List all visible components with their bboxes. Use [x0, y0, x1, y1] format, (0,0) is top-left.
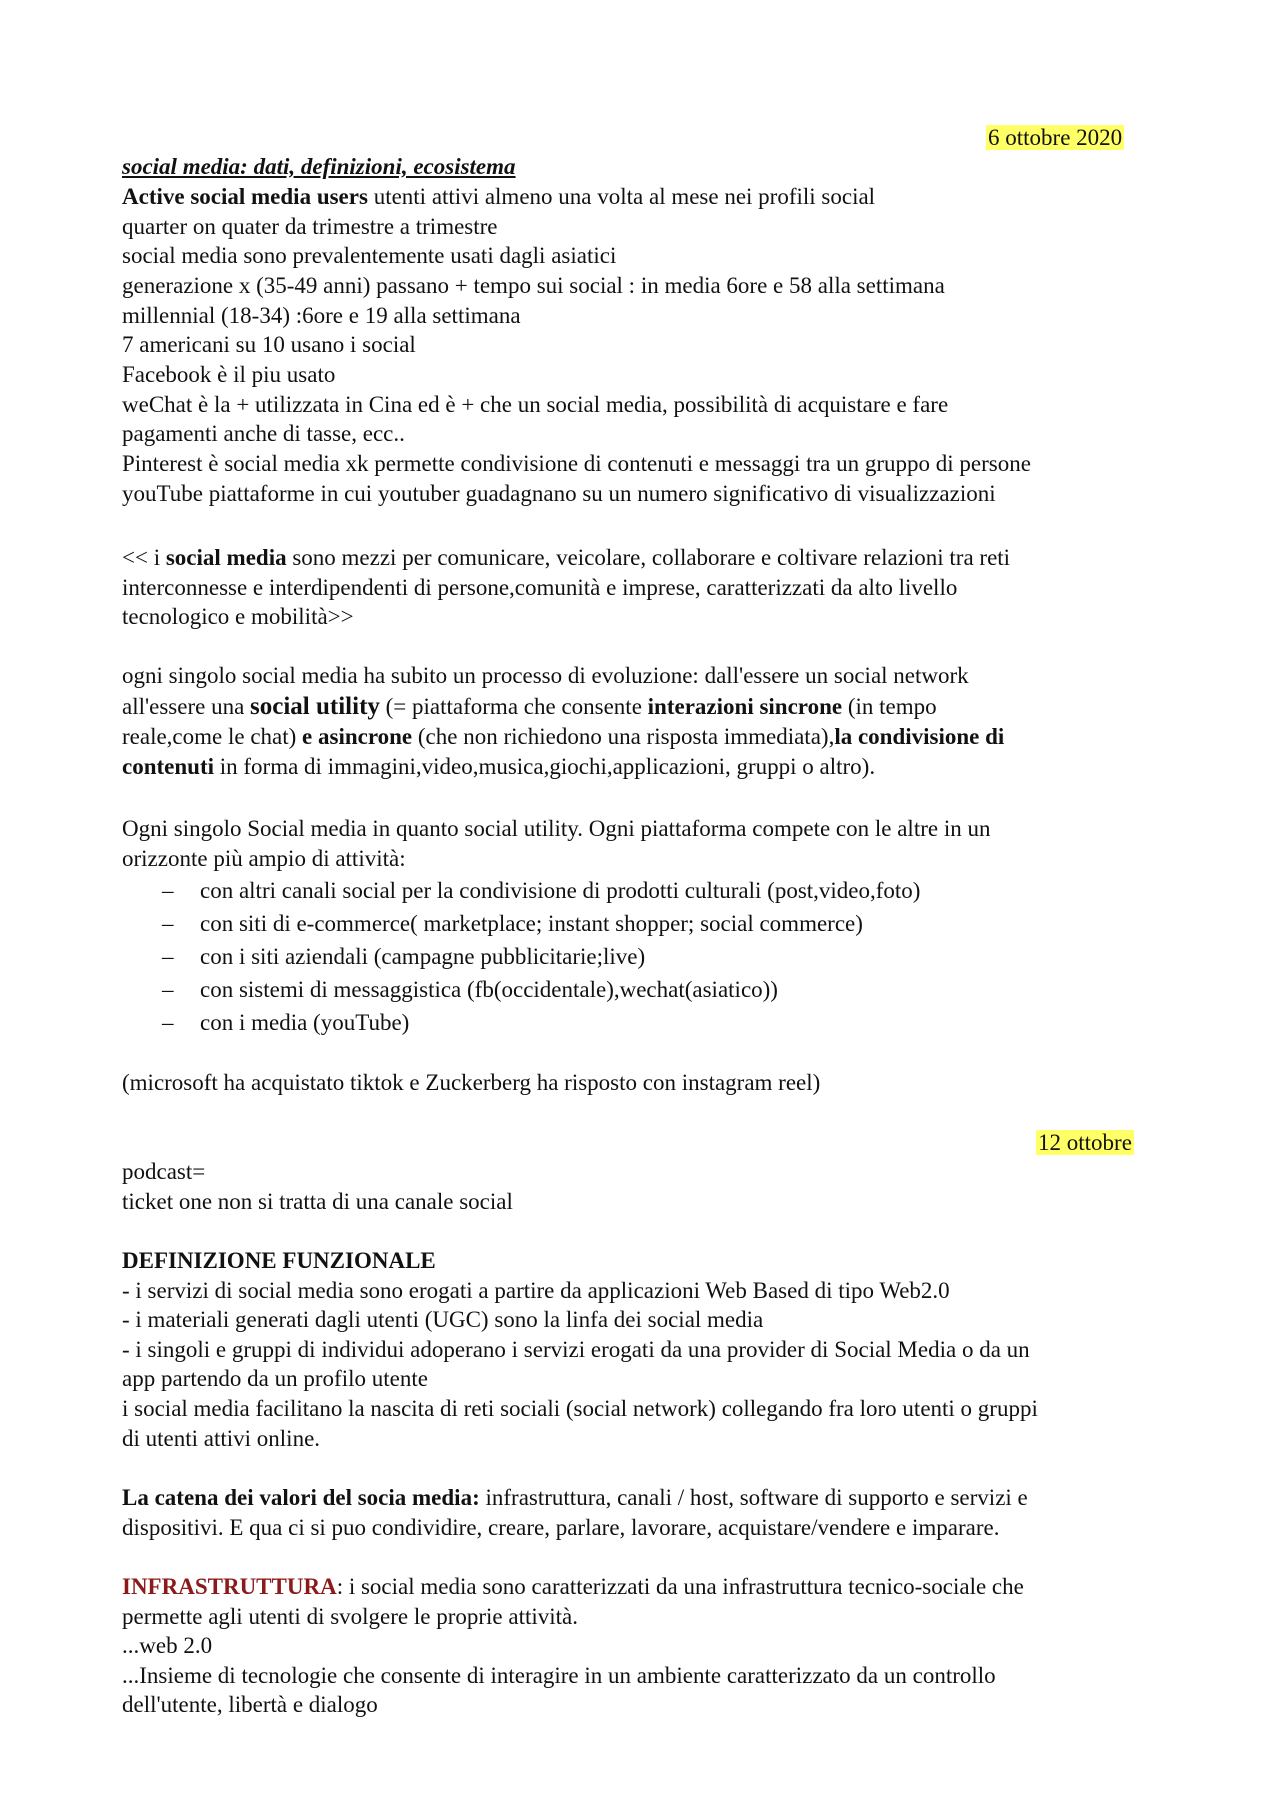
- text-line: ticket one non si tratta di una canale social: [122, 1189, 513, 1214]
- date-highlight: 6 ottobre 2020: [988, 125, 1123, 150]
- quote-line: interconnesse e interdipendenti di persone,comunità e imprese, caratterizzati da alto livello: [122, 575, 958, 600]
- bold-term: e asincrone: [302, 724, 413, 749]
- dash-bullet: –: [162, 878, 174, 903]
- bold-term: la condivisione di: [834, 724, 1005, 749]
- text-line: dell'utente, libertà e dialogo: [122, 1692, 378, 1717]
- text-line: generazione x (35-49 anni) passano + tempo sui social : in media 6ore e 58 alla settimana: [122, 273, 945, 298]
- text-line: di utenti attivi online.: [122, 1426, 321, 1451]
- section-heading: DEFINIZIONE FUNZIONALE: [122, 1248, 436, 1273]
- text-line: ogni singolo social media ha subito un processo di evoluzione: dall'essere un social network: [122, 663, 969, 688]
- text-line: [122, 692, 937, 721]
- text-span: reale,come le chat): [122, 724, 303, 749]
- text-line: - i materiali generati dagli utenti (UGC) sono la linfa dei social media: [122, 1307, 764, 1332]
- text-line: permette agli utenti di svolgere le proprie attività.: [122, 1604, 579, 1629]
- list-item: [162, 942, 645, 971]
- text-span: infrastruttura, canali / host, software di supporto e servizi e: [479, 1485, 1028, 1510]
- text-span: : i social media sono caratterizzati da una infrastruttura tecnico-sociale che: [336, 1574, 1024, 1599]
- text-line: - i singoli e gruppi di individui adoperano i servizi erogati da una provider di Social Media o da un: [122, 1337, 1030, 1362]
- text-line: ...Insieme di tecnologie che consente di interagire in un ambiente caratterizzato da un controllo: [122, 1663, 996, 1688]
- list-item: [162, 876, 920, 905]
- bold-term: Active social media users: [122, 184, 368, 209]
- text-line: Ogni singolo Social media in quanto social utility. Ogni piattaforma compete con le altre in un: [122, 816, 991, 841]
- red-heading: INFRASTRUTTURA: [122, 1574, 337, 1599]
- text-span: sono mezzi per comunicare, veicolare, collaborare e coltivare relazioni tra reti: [286, 545, 1011, 570]
- bold-term: La catena dei valori del socia media:: [122, 1485, 480, 1510]
- text-line: orizzonte più ampio di attività:: [122, 846, 406, 871]
- dash-bullet: –: [162, 977, 174, 1002]
- text-line: quarter on quater da trimestre a trimestre: [122, 214, 498, 239]
- text-line: [122, 1572, 1024, 1601]
- text-span: (in tempo: [842, 694, 937, 719]
- date-highlight: 12 ottobre: [1038, 1130, 1132, 1155]
- list-item: [162, 975, 778, 1004]
- text-span: utenti attivi almeno una volta al mese nei profili social: [367, 184, 876, 209]
- bold-term: social media: [165, 545, 287, 570]
- bold-term: contenuti: [122, 754, 214, 779]
- text-line: podcast=: [122, 1159, 206, 1184]
- text-line: [122, 1483, 1028, 1512]
- text-span: all'essere una: [122, 694, 251, 719]
- dash-bullet: –: [162, 1010, 174, 1035]
- text-line: millennial (18-34) :6ore e 19 alla settimana: [122, 303, 521, 328]
- text-span: (che non richiedono una risposta immediata),: [412, 724, 835, 749]
- dash-bullet: –: [162, 911, 174, 936]
- text-line: social media sono prevalentemente usati dagli asiatici: [122, 243, 617, 268]
- section-title: social media: dati, definizioni, ecosistema: [122, 154, 516, 179]
- text-line: pagamenti anche di tasse, ecc..: [122, 421, 405, 446]
- text-line: [122, 752, 875, 781]
- text-span: << i: [122, 545, 166, 570]
- list-item-text: con i siti aziendali (campagne pubblicitarie;live): [200, 944, 646, 969]
- list-item-text: con altri canali social per la condivisione di prodotti culturali (post,video,foto): [200, 878, 921, 903]
- text-line: [122, 722, 1004, 751]
- text-line: Facebook è il piu usato: [122, 362, 336, 387]
- text-line: 7 americani su 10 usano i social: [122, 332, 416, 357]
- text-line: weChat è la + utilizzata in Cina ed è + che un social media, possibilità di acquistare e fare: [122, 392, 949, 417]
- text-line: i social media facilitano la nascita di reti sociali (social network) collegando fra loro utenti o gruppi: [122, 1396, 1038, 1421]
- text-line: dispositivi. E qua ci si puo condividire, creare, parlare, lavorare, acquistare/vendere e imparare.: [122, 1515, 1000, 1540]
- list-item: [162, 909, 863, 938]
- dash-bullet: –: [162, 944, 174, 969]
- big-term: social utility: [250, 693, 380, 720]
- bold-term: interazioni sincrone: [647, 694, 843, 719]
- list-item-text: con siti di e-commerce( marketplace; instant shopper; social commerce): [200, 911, 863, 936]
- text-line: app partendo da un profilo utente: [122, 1366, 428, 1391]
- quote-line: [122, 543, 1010, 572]
- text-line: Pinterest è social media xk permette condivisione di contenuti e messaggi tra un gruppo di persone: [122, 451, 1031, 476]
- list-item-text: con sistemi di messaggistica (fb(occidentale),wechat(asiatico)): [200, 977, 778, 1002]
- text-line: ...web 2.0: [122, 1633, 213, 1658]
- text-line: youTube piattaforme in cui youtuber guadagnano su un numero significativo di visualizzazioni: [122, 481, 996, 506]
- text-line: (microsoft ha acquistato tiktok e Zuckerberg ha risposto con instagram reel): [122, 1070, 821, 1095]
- text-line: [122, 182, 875, 211]
- quote-line: tecnologico e mobilità>>: [122, 604, 354, 629]
- text-span: (= piattaforma che consente: [379, 694, 648, 719]
- list-item: [162, 1008, 409, 1037]
- date-label: [986, 123, 1124, 152]
- text-line: - i servizi di social media sono erogati a partire da applicazioni Web Based di tipo Web2.0: [122, 1278, 950, 1303]
- text-span: in forma di immagini,video,musica,giochi,applicazioni, gruppi o altro).: [214, 754, 876, 779]
- date-label: [1036, 1128, 1134, 1157]
- list-item-text: con i media (youTube): [200, 1010, 410, 1035]
